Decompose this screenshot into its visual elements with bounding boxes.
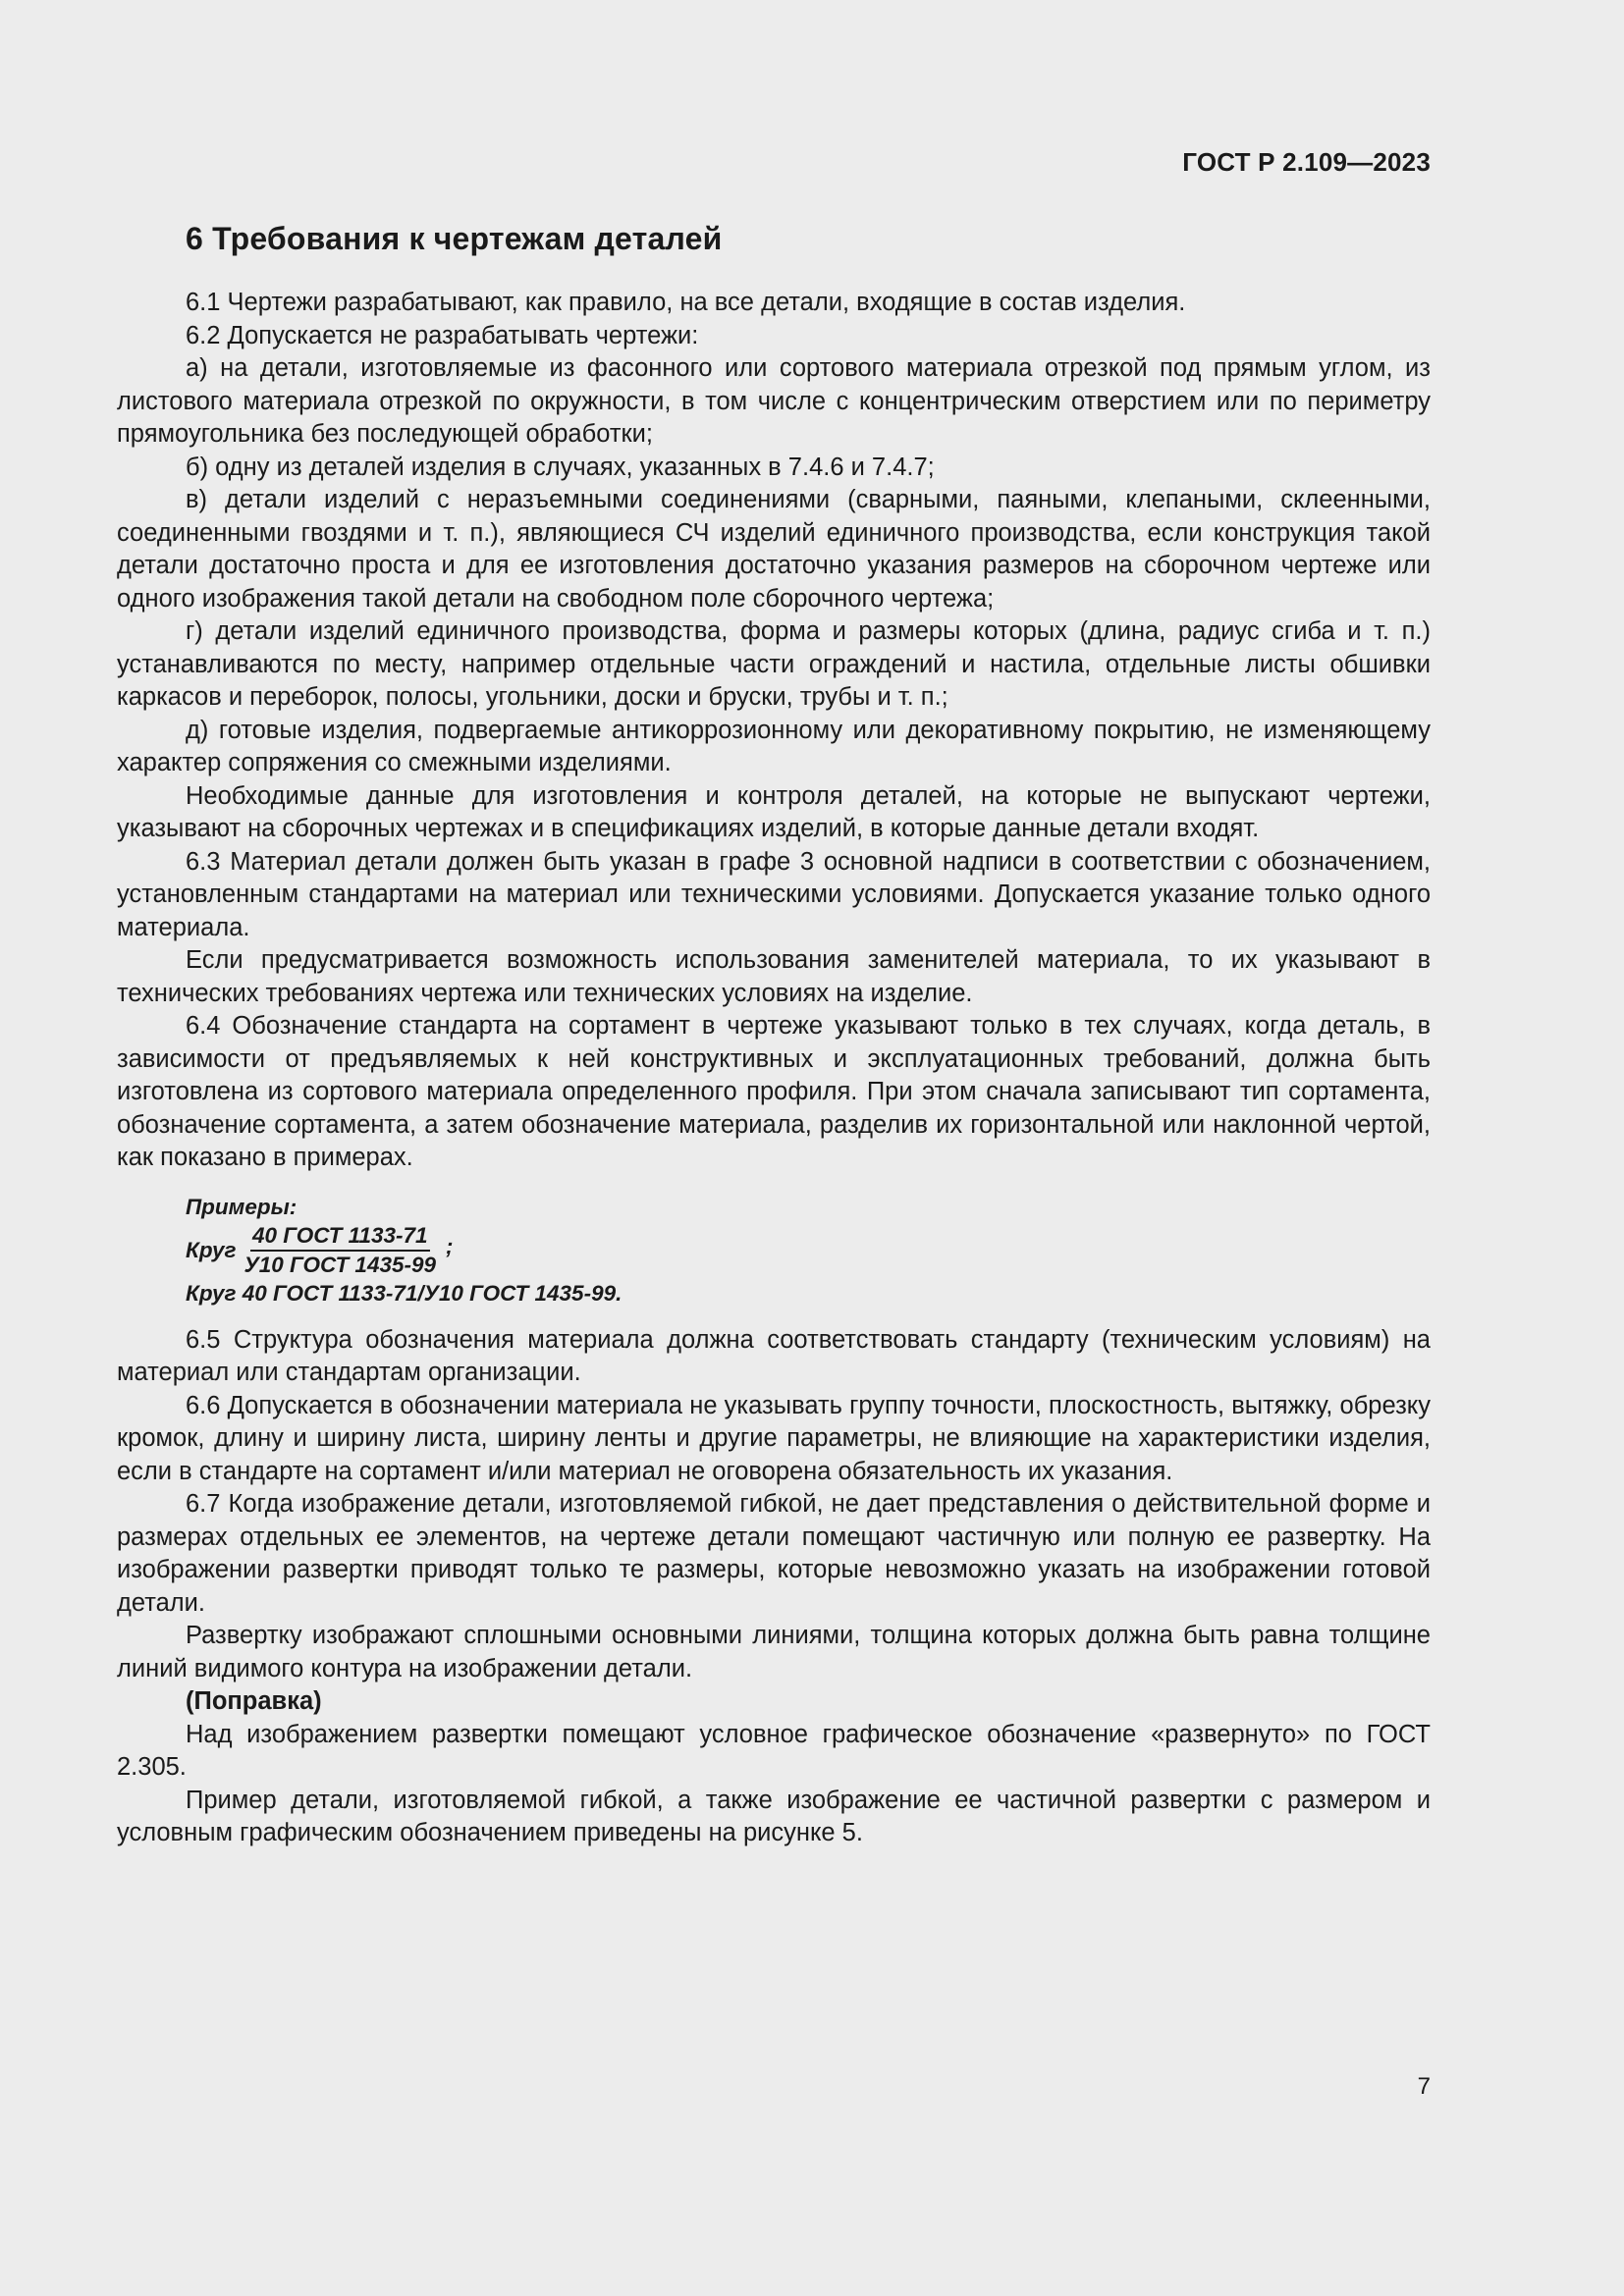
document-code: ГОСТ Р 2.109—2023 [1182, 147, 1431, 177]
paragraph: д) готовые изделия, подвергаемые антикоррозионному или декоративному покрытию, не изменяющему характер сопряжения со смежными изделиями. [117, 716, 1431, 776]
paragraph: б) одну из деталей изделия в случаях, указанных в 7.4.6 и 7.4.7; [186, 453, 935, 481]
paragraph: 6.4 Обозначение стандарта на сортамент в чертеже указывают только в тех случаях, когда деталь, в зависимости от предъявляемых к ней конструктивных и эксплуатационных требований, должна быть изготовлена из сортового материала определенного профиля. При этом сначала записывают тип сортамента, обозначение сортамента, а затем обозначение материала, разделив их горизонтальной или наклонной чертой, как показано в примерах. [117, 1012, 1431, 1171]
fraction-denominator: У10 ГОСТ 1435-99 [244, 1252, 437, 1277]
inline-example: Круг 40 ГОСТ 1133-71/У10 ГОСТ 1435-99. [186, 1280, 623, 1306]
fraction-suffix: ; [446, 1233, 454, 1258]
paragraph: в) детали изделий с неразъемными соединениями (сварными, паяными, клепаными, склеенными, соединенными гвоздями и т. п.), являющиеся СЧ изделий единичного производства, если конструкция такой детали достаточно проста и для ее изготовления достаточно указания размеров на сборочном чертеже или одного изображения такой детали на свободном поле сборочного чертежа; [117, 486, 1431, 613]
paragraph: 6.7 Когда изображение детали, изготовляемой гибкой, не дает представления о действительной форме и размерах отдельных ее элементов, на чертеже детали помещают частичную или полную ее развертку. На изображении развертки приводят только те размеры, которые невозможно указать на изображении готовой детали. [117, 1490, 1431, 1617]
paragraph: Развертку изображают сплошными основными линиями, толщина которых должна быть равна толщине линий видимого контура на изображении детали. [117, 1622, 1431, 1682]
fraction-prefix: Круг [186, 1237, 237, 1262]
fraction-numerator: 40 ГОСТ 1133-71 [250, 1222, 430, 1252]
paragraph: г) детали изделий единичного производства, форма и размеры которых (длина, радиус сгиба и т. п.) устанавливаются по месту, например отдельные части ограждений и настила, отдельные листы обшивки каркасов и переборок, полосы, угольники, доски и бруски, трубы и т. п.; [117, 617, 1431, 711]
fraction [244, 1222, 437, 1279]
examples-label: Примеры: [186, 1194, 298, 1219]
paragraph: Если предусматривается возможность использования заменителей материала, то их указывают в технических требованиях чертежа или технических условиях на изделие. [117, 946, 1431, 1007]
page-number: 7 [1417, 2073, 1431, 2100]
paragraph: 6.5 Структура обозначения материала должна соответствовать стандарту (техническим условиям) на материал или стандартам организации. [117, 1325, 1431, 1386]
paragraph: а) на детали, изготовляемые из фасонного или сортового материала отрезкой под прямым углом, из листового материала отрезкой по окружности, в том числе с концентрическим отверстием или по периметру прямоугольника без последующей обработки; [117, 354, 1431, 448]
paragraphs-bottom [117, 1324, 1431, 1850]
fraction-example [186, 1222, 1431, 1279]
paragraph: 6.1 Чертежи разрабатывают, как правило, на все детали, входящие в состав изделия. [186, 289, 1186, 316]
paragraphs-top [117, 287, 1431, 1175]
paragraph: 6.6 Допускается в обозначении материала не указывать группу точности, плоскостность, вытяжку, обрезку кромок, длину и ширину листа, ширину ленты и другие параметры, не влияющие на характеристики изделия, если в стандарте на сортамент и/или материал не оговорена обязательность их указания. [117, 1391, 1431, 1485]
paragraph: Пример детали, изготовляемой гибкой, а также изображение ее частичной развертки с размером и условным графическим обозначением приведены на рисунке 5. [117, 1786, 1431, 1846]
paragraph: 6.3 Материал детали должен быть указан в графе 3 основной надписи в соответствии с обозначением, установленным стандартами на материал или техническими условиями. Допускается указание только одного материала. [117, 847, 1431, 941]
paragraph: Над изображением развертки помещают условное графическое обозначение «развернуто» по ГОСТ 2.305. [117, 1720, 1431, 1781]
page-content [117, 221, 1431, 1850]
examples-block [186, 1193, 1431, 1308]
paragraph: Необходимые данные для изготовления и контроля деталей, на которые не выпускают чертежи, указывают на сборочных чертежах и в спецификациях изделий, в которые данные детали входят. [117, 781, 1431, 842]
amendment-note: (Поправка) [186, 1687, 322, 1715]
section-title: 6 Требования к чертежам деталей [186, 221, 723, 256]
paragraph: 6.2 Допускается не разрабатывать чертежи: [186, 321, 699, 349]
